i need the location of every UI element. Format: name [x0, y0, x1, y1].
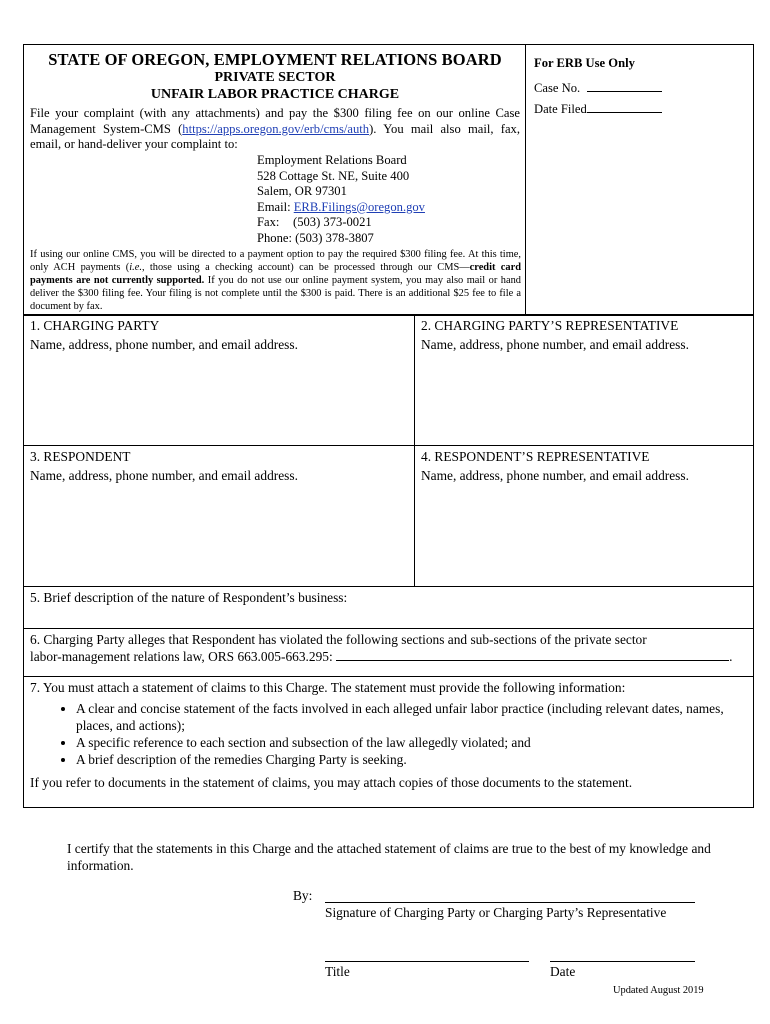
erb-use-only-box: [525, 44, 755, 315]
statute-sections-field[interactable]: [336, 649, 729, 661]
phone-number: (503) 378-3807: [295, 230, 374, 245]
address-email-row: [257, 200, 425, 216]
payment-text-2: , those using a checking account) can be processed through our CMS—: [141, 262, 470, 273]
date-filed-row: [534, 101, 662, 117]
statute-line-end: .: [729, 649, 733, 664]
statement-of-claims-intro: 7. You must attach a statement of claims to this Charge. The statement must provide the following information:: [30, 680, 626, 695]
charging-party-title: 1. CHARGING PARTY: [30, 318, 160, 333]
respondent-title: 3. RESPONDENT: [30, 449, 131, 464]
payment-text-1: If using our online CMS, you will be directed to a payment option to pay the required $300 filing fee. At this time, only ACH payments (: [30, 249, 521, 273]
updated-date: Updated August 2019: [613, 985, 704, 996]
address-name: Employment Relations Board: [257, 153, 407, 167]
by-label: By:: [293, 888, 313, 903]
case-no-row: [534, 80, 662, 96]
payment-credit-warning: credit card payments are not currently supported.: [30, 262, 521, 286]
address-fax-row: [257, 215, 425, 231]
payment-notice: [30, 248, 521, 313]
respondent-representative-section[interactable]: [415, 446, 753, 586]
cms-link[interactable]: https://apps.oregon.gov/erb/cms/auth: [182, 121, 370, 136]
charging-party-section[interactable]: [24, 315, 413, 445]
statute-violation-line2: labor-management relations law, ORS 663.005-663.295:: [30, 649, 333, 664]
date-label: Date: [550, 964, 576, 979]
phone-label: Phone:: [257, 230, 292, 245]
charging-party-representative-title: 2. CHARGING PARTY’S REPRESENTATIVE: [421, 318, 679, 333]
address-street: 528 Cottage St. NE, Suite 400: [257, 168, 410, 183]
statement-of-claims-section: [23, 676, 754, 808]
page-title: STATE OF OREGON, EMPLOYMENT RELATIONS BOARD: [48, 50, 502, 69]
signature-label: Signature of Charging Party or Charging Party’s Representative: [325, 905, 667, 920]
list-item: • A clear and concise statement of the facts involved in each alleged unfair labor practice (including relevant dates, names, places, and actions);: [76, 700, 753, 734]
title-label: Title: [325, 964, 350, 979]
list-item: • A brief description of the remedies Charging Party is seeking.: [76, 751, 753, 768]
date-filed-label: Date Filed: [534, 102, 587, 116]
respondent-representative-title: 4. RESPONDENT’S REPRESENTATIVE: [421, 449, 650, 464]
intro-text-before: File your complaint (with any attachments) and pay the $300 filing fee on our online Case Management System-CMS (: [30, 106, 520, 136]
business-description-label: 5. Brief description of the nature of Respondent’s business:: [30, 590, 348, 605]
address-phone-row: [257, 231, 425, 247]
fax-label: Fax:: [257, 215, 280, 229]
respondent-representative-instructions: Name, address, phone number, and email address.: [421, 468, 689, 483]
charging-party-instructions: Name, address, phone number, and email address.: [30, 337, 298, 352]
address-city: Salem, OR 97301: [257, 184, 347, 198]
filing-instructions: [30, 106, 520, 153]
case-no-field[interactable]: [587, 80, 662, 92]
statute-violation-line2-row: [24, 648, 753, 667]
email-label: Email:: [257, 199, 294, 214]
email-link[interactable]: ERB.Filings@oregon.gov: [293, 199, 425, 214]
statute-violation-section: [23, 628, 754, 677]
charging-party-representative-section[interactable]: [415, 315, 753, 445]
statement-of-claims-outro: If you refer to documents in the statement of claims, you may attach copies of those documents to the statement.: [30, 775, 633, 790]
business-description-section[interactable]: [23, 586, 754, 629]
respondent-section[interactable]: [24, 446, 413, 586]
date-filed-field[interactable]: [587, 101, 662, 113]
payment-text-3: If you do not use our online payment system, you may also mail or hand deliver the $300 filing fee. Your filing is not complete until the $300 is paid. There is an additional $25 fee to file a document by fax.: [30, 275, 521, 312]
charging-party-representative-instructions: Name, address, phone number, and email address.: [421, 337, 689, 352]
payment-ie: i.e.: [129, 262, 142, 273]
signature-field[interactable]: [325, 902, 695, 903]
case-no-label: Case No.: [534, 81, 581, 95]
title-field[interactable]: [325, 961, 529, 962]
intro-text-after: ). You mail also mail, fax, email, or hand-deliver your complaint to:: [30, 121, 520, 151]
page-subtitle-charge: UNFAIR LABOR PRACTICE CHARGE: [150, 87, 400, 102]
statement-requirements-list: [24, 700, 753, 768]
respondent-instructions: Name, address, phone number, and email address.: [30, 468, 298, 483]
date-field[interactable]: [550, 961, 695, 962]
certification-text: I certify that the statements in this Charge and the attached statement of claims are true to the best of my knowledge and information.: [67, 841, 711, 873]
erb-use-only-title: For ERB Use Only: [534, 56, 635, 70]
list-item: • A specific reference to each section and subsection of the law allegedly violated; and: [76, 734, 753, 751]
mailing-address: [257, 153, 425, 246]
statute-violation-line1: 6. Charging Party alleges that Respondent has violated the following sections and sub-sections of the private sector: [30, 632, 647, 647]
fax-number: (503) 373-0021: [293, 215, 372, 229]
page-subtitle-sector: PRIVATE SECTOR: [214, 70, 336, 85]
